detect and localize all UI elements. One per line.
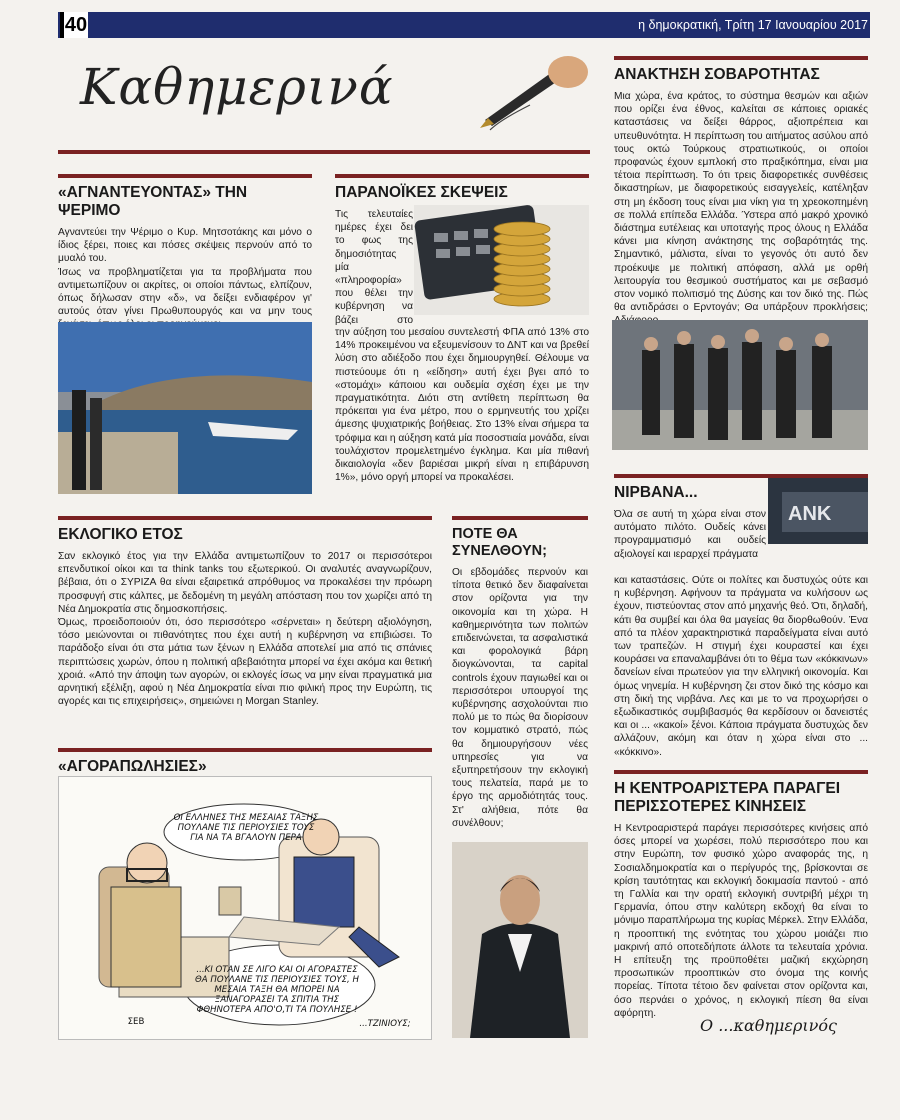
photo-psarimo-harbor bbox=[58, 322, 312, 494]
article-text: Οι εβδομάδες περνούν και τίποτα θετικό δεν διαφαίνεται στον ορίζοντα για την οικονομία και τη χώρα. Η καθημερινότητα των πολιτών επιδεινώνεται, τα ασφαλιστικά και φορολογικά βάρη διογκώνονται, τα capital controls έχουν παγιωθεί και οι περισσότεροι υπουργοί της κυβέρνησης ασχολούνται πιο πολύ με το πώς θα διορίσουν τον κομματικό στρατό, πώς θα δημιουργήσουν νέες υπηρεσίες για να εξυπηρετήσουν την εκλογική τους πελατεία, παρά με το έργο της αρμοδιότητάς τους. Στ' αλήθεια, πότε θα συνέλθουν; bbox=[452, 567, 588, 829]
article-title: «ΑΓΝΑΝΤΕΥΟΝΤΑΣ» ΤΗΝ ΨΕΡΙΜΟ bbox=[58, 184, 248, 219]
article-agorapoliseis bbox=[58, 748, 432, 775]
article-title: ΠΑΡΑΝΟΪΚΕΣ ΣΚΕΨΕΙΣ bbox=[335, 184, 508, 201]
speech-bubble-top: ΟΙ ΕΛΛΗΝΕΣ ΤΗΣ ΜΕΣΑΙΑΣ ΤΑΞΗΣ ΠΟΥΛΑΝΕ ΤΙΣ ΠΕΡΙΟΥΣΙΕΣ ΤΟΥΣ ΓΙΑ ΝΑ ΤΑ ΒΓΑΛΟΥΝ ΠΕΡΑ bbox=[173, 813, 319, 843]
article-psarimo bbox=[58, 174, 312, 319]
article-paragraph: Σαν εκλογικό έτος για την Ελλάδα αντιμετωπίζουν το 2017 οι περισσότεροι επενδυτικοί οίκοι και τα think tanks του εξωτερικού. Οι αναλυτές αναγνωρίζουν, βέβαια, ότι ο ΣΥΡΙΖΑ θα είναι εξαιρετικά απρόθυμος να προκαλέσει την πρόωρη προσφυγή στις κάλπες, με δεδομένη τη μεγάλη απόσταση που τον χωρίζει από τη Νέα Δημοκρατία στις δημοσκοπήσεις. bbox=[58, 551, 432, 615]
photo-calculator-coins bbox=[414, 205, 589, 315]
cartoonist-signature: ...ΤΖΙΝΙΟΥΣ; bbox=[359, 1019, 411, 1029]
article-anaktisi bbox=[614, 56, 868, 318]
section-logo: Καθημερινά bbox=[80, 58, 394, 116]
page-number: 40 bbox=[60, 12, 88, 38]
article-text-narrow: Τις τελευταίες ημέρες έχει δει το φως της δημοσιότητας μία «πληροφορία» που θέλει την κυβέρνηση να βάζει στο bbox=[335, 209, 413, 326]
seb-label: ΣΕΒ bbox=[127, 1017, 145, 1027]
article-title: ΠΟΤΕ ΘΑ ΣΥΝΕΛΘΟΥΝ; bbox=[452, 526, 547, 559]
article-title: ΑΝΑΚΤΗΣΗ ΣΟΒΑΡΟΤΗΤΑΣ bbox=[614, 66, 820, 83]
article-kentroaristera bbox=[614, 770, 868, 1019]
article-text: την αύξηση του μεσαίου συντελεστή ΦΠΑ από 13% στο 14% προκειμένου να εξευμενίσουν το ΔΝΤ και να βρεθεί λύση στο αδιέξοδο που έχει δημιουργηθεί. Θέλουμε να πιστεύουμε ότι η «είδηση» αυτή έχει βγει από το «στομάχι» κάποιου και ουδεμία σχέση έχει με την πραγματικότητα. Διότι στη αντίθετη περίπτωση θα πρόκειται για ένα μέτρο, που ο ερμηνευτής του χρίζει άμεσης ψυχιατρικής βοήθειας. Στο 13% είναι σήμερα τα τρόφιμα και η αύξηση κατά μία ποσοστιαία μονάδα, είναι τουλάχιστον προμελετημένο έγκλημα. Και μία πιθανή δικαιολογία «δεν βαριέσαι μικρή είναι η επιβάρυνση 1%», μόνο οργή μπορεί να προκαλέσει. bbox=[335, 327, 589, 484]
article-title: ΝΙΡΒΑΝΑ... bbox=[614, 484, 698, 501]
article-text-narrow: Όλα σε αυτή τη χώρα είναι στον αυτόματο πιλότο. Ουδείς κάνει προγραμματισμό και ουδείς αξιολογεί και ιεραρχεί πράγματα bbox=[614, 509, 766, 560]
photo-officials-walking bbox=[612, 320, 868, 450]
photo-bank-sign bbox=[768, 478, 868, 544]
article-paragraph: Αγναντεύει την Ψέριμο ο Κυρ. Μητσοτάκης και μόνο ο ίδιος ξέρει, ποιες και πόσες σκέψεις περνούν από το μυαλό του. bbox=[58, 227, 312, 265]
article-text: και καταστάσεις. Ούτε οι πολίτες και δυστυχώς ούτε και η κυβέρνηση. Αφήνουν τα πράγματα να κυλήσουν ως έχουν, πιστεύοντας στον από μηχανής θεό. Ότι, δηλαδή, κάτι θα συμβεί και όλα θα μαγείας θα διορθωθούν. Ένα από τα πλέον χαρακτηριστικά παραδείγματα είναι αυτό των τραπεζών. Η στιγμή έχει κουραστεί και έχει κουράσει να επαναλαμβάνει ότι το θέμα των «κόκκινων» δανείων είναι πρωτεύον για την ελληνική οικονομία. Και όμως νηνεμία. Η κυβέρνηση ζει στον δικό της κόσμο και στη δική της νιρβάνα. Λες και με το να προχωρήσει ο εξωδικαστικός συμβιβασμός θα κερδίσουν οι δανειστές και οι ... «κακοί» ξένοι. Κάποια πράγματα δυστυχώς δεν αλλάζουν, ακόμη και όταν η χώρα είναι στο ... «κόκκινο». bbox=[614, 575, 868, 758]
article-title: «ΑΓΟΡΑΠΩΛΗΣΙΕΣ» bbox=[58, 758, 207, 775]
article-title: ΕΚΛΟΓΙΚΟ ΕΤΟΣ bbox=[58, 526, 183, 543]
column-signature: Ο ...καθημερινός bbox=[700, 1016, 837, 1035]
cartoon-panel bbox=[58, 776, 432, 1040]
article-text: Μια χώρα, ένα κράτος, το σύστημα θεσμών και αξιών που ορίζει ένα έθνος, καλείται σε κάποιες οριακές καταστάσεις να δείξει θάρρος, αξιοπρέπεια και υπευθυνότητα. Η περίπτωση του αιτήματος ασύλου από τους οκτώ Τούρκους στρατιωτικούς, οι οποίοι προφανώς έχουν εμπλοκή στο πραξικόπημα, είναι μια τέτοια περίπτωση. Το ότι τρεις διαφορετικές συνθέσεις δικαστηρίων, με διαφορετικούς εισαγγελείς, κατέληξαν στη μη έκδοση τους είναι μια νίκη για τη χρεοκοπημένη σε πολλά επίπεδα Ελλάδα. Ύστερα από μακρό χρονικό διάστημα ευτέλειας και υποταγής προς όλους η Ελλάδα κάνει μια κίνηση ανάκτησης της σοβαρότητάς της. Σημαντικό, μάλιστα, είναι το γεγονός ότι αυτό δεν προέκυψε με πολιτική απόφαση, αλλά με ορθή λειτουργία του θεσμικού συστήματος και με σεβασμό στον νομικό πολιτισμό της Δύσης και τον δικό της. Πώς θα αντιδράσει ο Ερντογάν; Θα υπάρξουν προκλήσεις; bbox=[614, 91, 868, 314]
article-paragraph: Όμως, προειδοποιούν ότι, όσο περισσότερο «σέρνεται» η δεύτερη αξιολόγηση, τόσο μειώνονται οι πιθανότητες που έχει αυτή η κυβέρνηση να επιβιώσει. Το παράδοξο είναι ότι στα μάτια των ξένων η Ελλάδα αποτελεί μια από τις σπάνιες περιπτώσεις χωρών, όπου η πολιτική αβεβαιότητα μπορεί να έχει ακόμα και θετική χροιά. «Από την άποψη των αγορών, οι εκλογές ίσως να μην είναι πραγματικά μια αρνητική εξέλιξη, αφού η Νέα Δημοκρατία είναι πιο φιλική προς την Ευρώπη, τις αγορές και τις επιχειρήσεις», σημειώνει η Morgan Stanley. bbox=[58, 617, 432, 708]
article-eklogiko bbox=[58, 516, 432, 726]
speech-bubble-bottom: ...ΚΙ ΟΤΑΝ ΣΕ ΛΙΓΟ ΚΑΙ ΟΙ ΑΓΟΡΑΣΤΕΣ ΘΑ ΠΟΥΛΑΝΕ ΤΙΣ ΠΕΡΙΟΥΣΙΕΣ ΤΟΥΣ, Η ΜΕΣΑΙΑ ΤΑΞΗ ΘΑ ΜΠΟΡΕΙ ΝΑ ΞΑΝΑΓΟΡΑΣΕΙ ΤΑ ΣΠΙΤΙΑ ΤΗΣ ΦΘΗΝΟΤΕΡΑ ΑΠΟ'Ο,ΤΙ ΤΑ ΠΟΥΛΗΣΕ ! bbox=[195, 965, 359, 1015]
pen-icon bbox=[470, 50, 590, 135]
article-title: Η ΚΕΝΤΡΟΑΡΙΣΤΕΡΑ ΠΑΡΑΓΕΙ ΠΕΡΙΣΣΟΤΕΡΕΣ ΚΙΝΗΣΕΙΣ bbox=[614, 780, 841, 815]
paper-date: η δημοκρατική, Τρίτη 17 Ιανουαρίου 2017 bbox=[638, 18, 868, 32]
article-pote bbox=[452, 516, 588, 838]
photo-prime-minister bbox=[452, 842, 588, 1038]
article-text: Η Κεντροαριστερά παράγει περισσότερες κινήσεις από όσες μπορεί να χωρέσει, πολύ περισσότερο που και στην Ευρώπη, τον φυσικό χώρο αναφοράς της, η Σοσιαλδημοκρατία και ο περίγυρός της, βρίσκονται σε κρίση ταυτότητας και εκλογική δοκιμασία παντού - από τη Γαλλία και την ορατή εκλογική συντριβή μέχρι τη Γερμανία, όπου στην καλύτερη εκδοχή θα είναι το μόνιμο παραπλήρωμα της κυρίας Μέρκελ. Στην Ελλάδα, η προοπτική της ενότητας του χώρου μοιάζει πιο μακρινή από οποτεδήποτε άλλοτε τα τελευταία χρόνια. Η επίτευξη της προϋποθέτει μαζική εκχώρηση προσωπικών προοπτικών στο όνομα της κοινής πορείας. Τίποτα τέτοιο δεν φαίνεται στον ορίζοντα και, όσο περνάει ο χρόνος, η εκλογική πίεση θα είναι αφόρητη. bbox=[614, 823, 868, 1019]
bank-sign-text: ANK bbox=[788, 503, 832, 525]
logo-rule bbox=[58, 150, 590, 154]
article-paragraph: Ίσως να προβληματίζεται για τα προβλήματα που αντιμετωπίζουν οι ακρίτες, οι οποίοι πάντως, ελπίζουν, όπως δήλωσαν στην «δ», να δείξει ενδιαφέρον γι' αυτούς όταν γίνει Πρωθυπουργός και να μην τους bbox=[58, 266, 312, 318]
